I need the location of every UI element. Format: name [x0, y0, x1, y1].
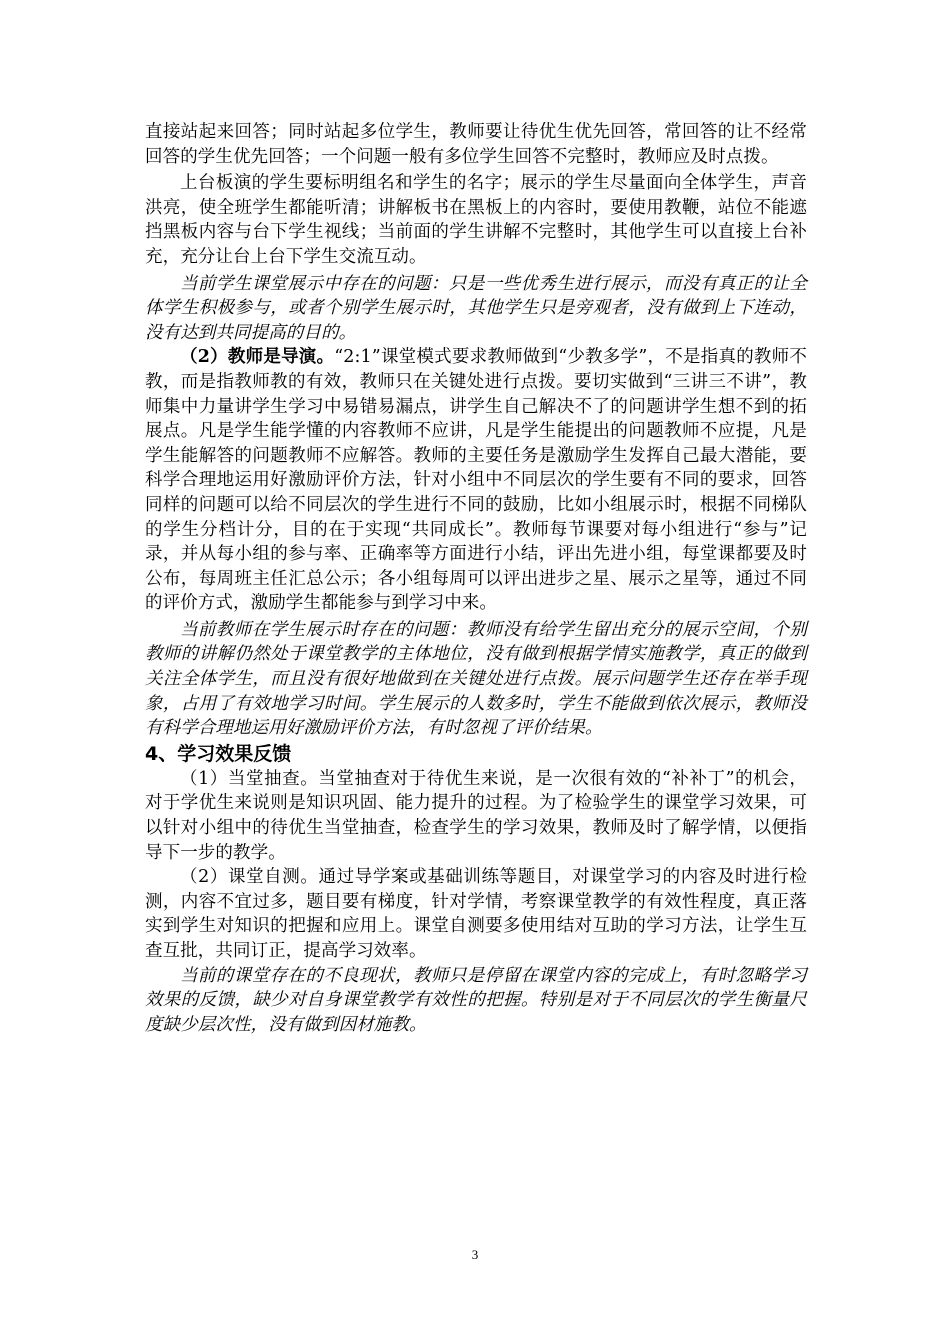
- teacher-director-lead: （2）教师是导演。: [180, 347, 335, 368]
- paragraph-blackboard-presentation: 上台板演的学生要标明组名和学生的名字；展示的学生尽量面向全体学生，声音洪亮，使全班学生都能听清；讲解板书在黑板上的内容时，要使用教鞭，站位不能遮挡黑板内容与台下学生视线；当前面的学生讲解不完整时，其他学生可以直接上台补充，充分让台上台下学生交流互动。: [145, 173, 807, 267]
- section-heading-learning-feedback: 4、学习效果反馈: [145, 742, 292, 765]
- paragraph-teacher-as-director: [145, 345, 807, 616]
- paragraph-teacher-display-problems: 当前教师在学生展示时存在的问题：教师没有给学生留出充分的展示空间，个别教师的讲解仍然处于课堂教学的主体地位，没有做到根据学情实施教学，真正的做到关注全体学生，而且没有很好地做到在关键处进行点拨。展示问题学生还存在举手现象，占用了有效地学习时间。学生展示的人数多时，学生不能做到依次展示，教师没有科学合理地运用好激励评价方法，有时忽视了评价结果。: [145, 619, 807, 739]
- paragraph-current-classroom-problems: 当前的课堂存在的不良现状，教师只是停留在课堂内容的完成上，有时忽略学习效果的反馈，缺少对自身课堂教学有效性的把握。特别是对于不同层次的学生衡量尺度缺少层次性，没有做到因材施教。: [145, 965, 807, 1035]
- paragraph-in-class-check: （1）当堂抽查。当堂抽查对于待优生来说，是一次很有效的“补补丁”的机会，对于学优生来说则是知识巩固、能力提升的过程。为了检验学生的课堂学习效果，可以针对小组中的待优生当堂抽查，检查学生的学习效果，教师及时了解学情，以便指导下一步的教学。: [145, 768, 807, 863]
- paragraph-student-display-problems: 当前学生课堂展示中存在的问题：只是一些优秀生进行展示，而没有真正的让全体学生积极参与，或者个别学生展示时，其他学生只是旁观者，没有做到上下连动，没有达到共同提高的目的。: [145, 273, 807, 343]
- teacher-director-text: “2:1”课堂模式要求教师做到“少教多学”，不是指真的教师不教，而是指教师教的有效，教师只在关键处进行点拨。要切实做到“三讲三不讲”，教师集中力量讲学生学习中易错易漏点，讲学生自己解决不了的问题讲学生想不到的拓展点。凡是学生能学懂的内容教师不应讲，凡是学生能提出的问题教师不应提，凡是学生能解答的问题教师不应解答。教师的主要任务是激励学生发挥自己最大潜能，要科学合理地运用好激励评价方法，针对小组中不同层次的学生要有不同的要求，回答同样的问题可以给不同层次的学生进行不同的鼓励，比如小组展示时，根据不同梯队的学生分档计分，目的在于实现“共同成长”。教师每节课要对每小组进行“参与”记录，并从每小组的参与率、正确率等方面进行小结，评出先进小组，每堂课都要及时公布，每周班主任汇总公示；各小组每周可以评出进步之星、展示之星等，通过不同的评价方式，激励学生都能参与到学习中来。: [145, 347, 807, 614]
- page-number: 3: [471, 1247, 479, 1262]
- document-body: [145, 120, 807, 1037]
- paragraph-self-test: （2）课堂自测。通过导学案或基础训练等题目，对课堂学习的内容及时进行检测，内容不宜过多，题目要有梯度，针对学情，考察课堂教学的有效性程度，真正落实到学生对知识的把握和应用上。课堂自测要多使用结对互助的学习方法，让学生互查互批，共同订正，提高学习效率。: [145, 867, 807, 961]
- paragraph-continued-answering: 直接站起来回答；同时站起多位学生，教师要让待优生优先回答，常回答的让不经常回答的学生优先回答；一个问题一般有多位学生回答不完整时，教师应及时点拨。: [145, 122, 807, 167]
